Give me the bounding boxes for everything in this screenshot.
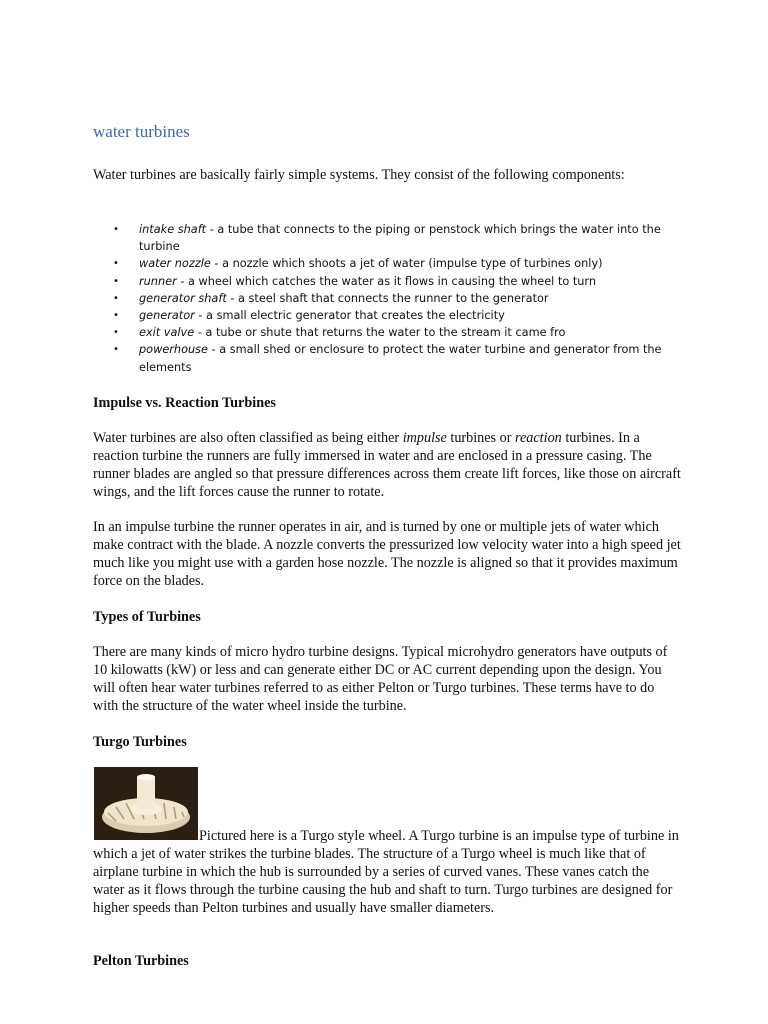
list-item: • runner - a wheel which catches the water as it flows in causing the wheel to turn — [93, 273, 693, 290]
list-item: • exit valve - a tube or shute that returns the water to the stream it came fro — [93, 324, 693, 341]
types-heading: Types of Turbines — [93, 609, 201, 625]
list-item: • generator shaft - a steel shaft that connects the runner to the generator — [93, 290, 693, 307]
page-title: water turbines — [93, 122, 190, 141]
pelton-heading: Pelton Turbines — [93, 953, 189, 969]
list-item: • water nozzle - a nozzle which shoots a jet of water (impulse type of turbines only) — [93, 255, 693, 272]
types-paragraph: There are many kinds of micro hydro turbine designs. Typical microhydro generators have outputs of 10 kilowatts (kW) or less and can generate either DC or AC current depending upon the design. You will often hear water turbines referred to as either Pelton or Turgo turbines. These terms have to do with the structure of the water wheel inside the turbine. — [93, 644, 668, 714]
impulse-paragraph-1: Water turbines are also often classified as being either impulse turbines or reaction turbines. In a reaction turbine the runners are fully immersed in water and are enclosed in a pressure casing. The runner blades are angled so that pressure differences across them create lift forces, like those on aircraft wings, and the lift forces cause the runner to rotate. — [93, 430, 681, 500]
turgo-heading: Turgo Turbines — [93, 734, 187, 750]
list-item: • powerhouse - a small shed or enclosure to protect the water turbine and generator from the elements — [93, 341, 693, 375]
impulse-heading: Impulse vs. Reaction Turbines — [93, 395, 276, 411]
impulse-paragraph-2: In an impulse turbine the runner operates in air, and is turned by one or multiple jets of water which make contract with the blade. A nozzle converts the pressurized low velocity water into a high speed jet much like you might use with a garden hose nozzle. The nozzle is aligned so that it provides maximum force on the blades. — [93, 519, 681, 589]
turgo-paragraph: Pictured here is a Turgo style wheel. A Turgo turbine is an impulse type of turbine in which a jet of water strikes the turbine blades. The structure of a Turgo wheel is much like that of airplane turbine in which the hub is surrounded by a series of curved vanes. These vanes catch the water as it flows through the turbine causing the hub and shaft to turn. Turgo turbines are designed for higher speeds than Pelton turbines and usually have smaller diameters. — [93, 828, 679, 916]
intro-paragraph: Water turbines are basically fairly simple systems. They consist of the following components: — [93, 167, 625, 183]
components-list — [93, 221, 693, 376]
list-item: • intake shaft - a tube that connects to the piping or penstock which brings the water into the turbine — [93, 221, 693, 255]
list-item: • generator - a small electric generator that creates the electricity — [93, 307, 693, 324]
